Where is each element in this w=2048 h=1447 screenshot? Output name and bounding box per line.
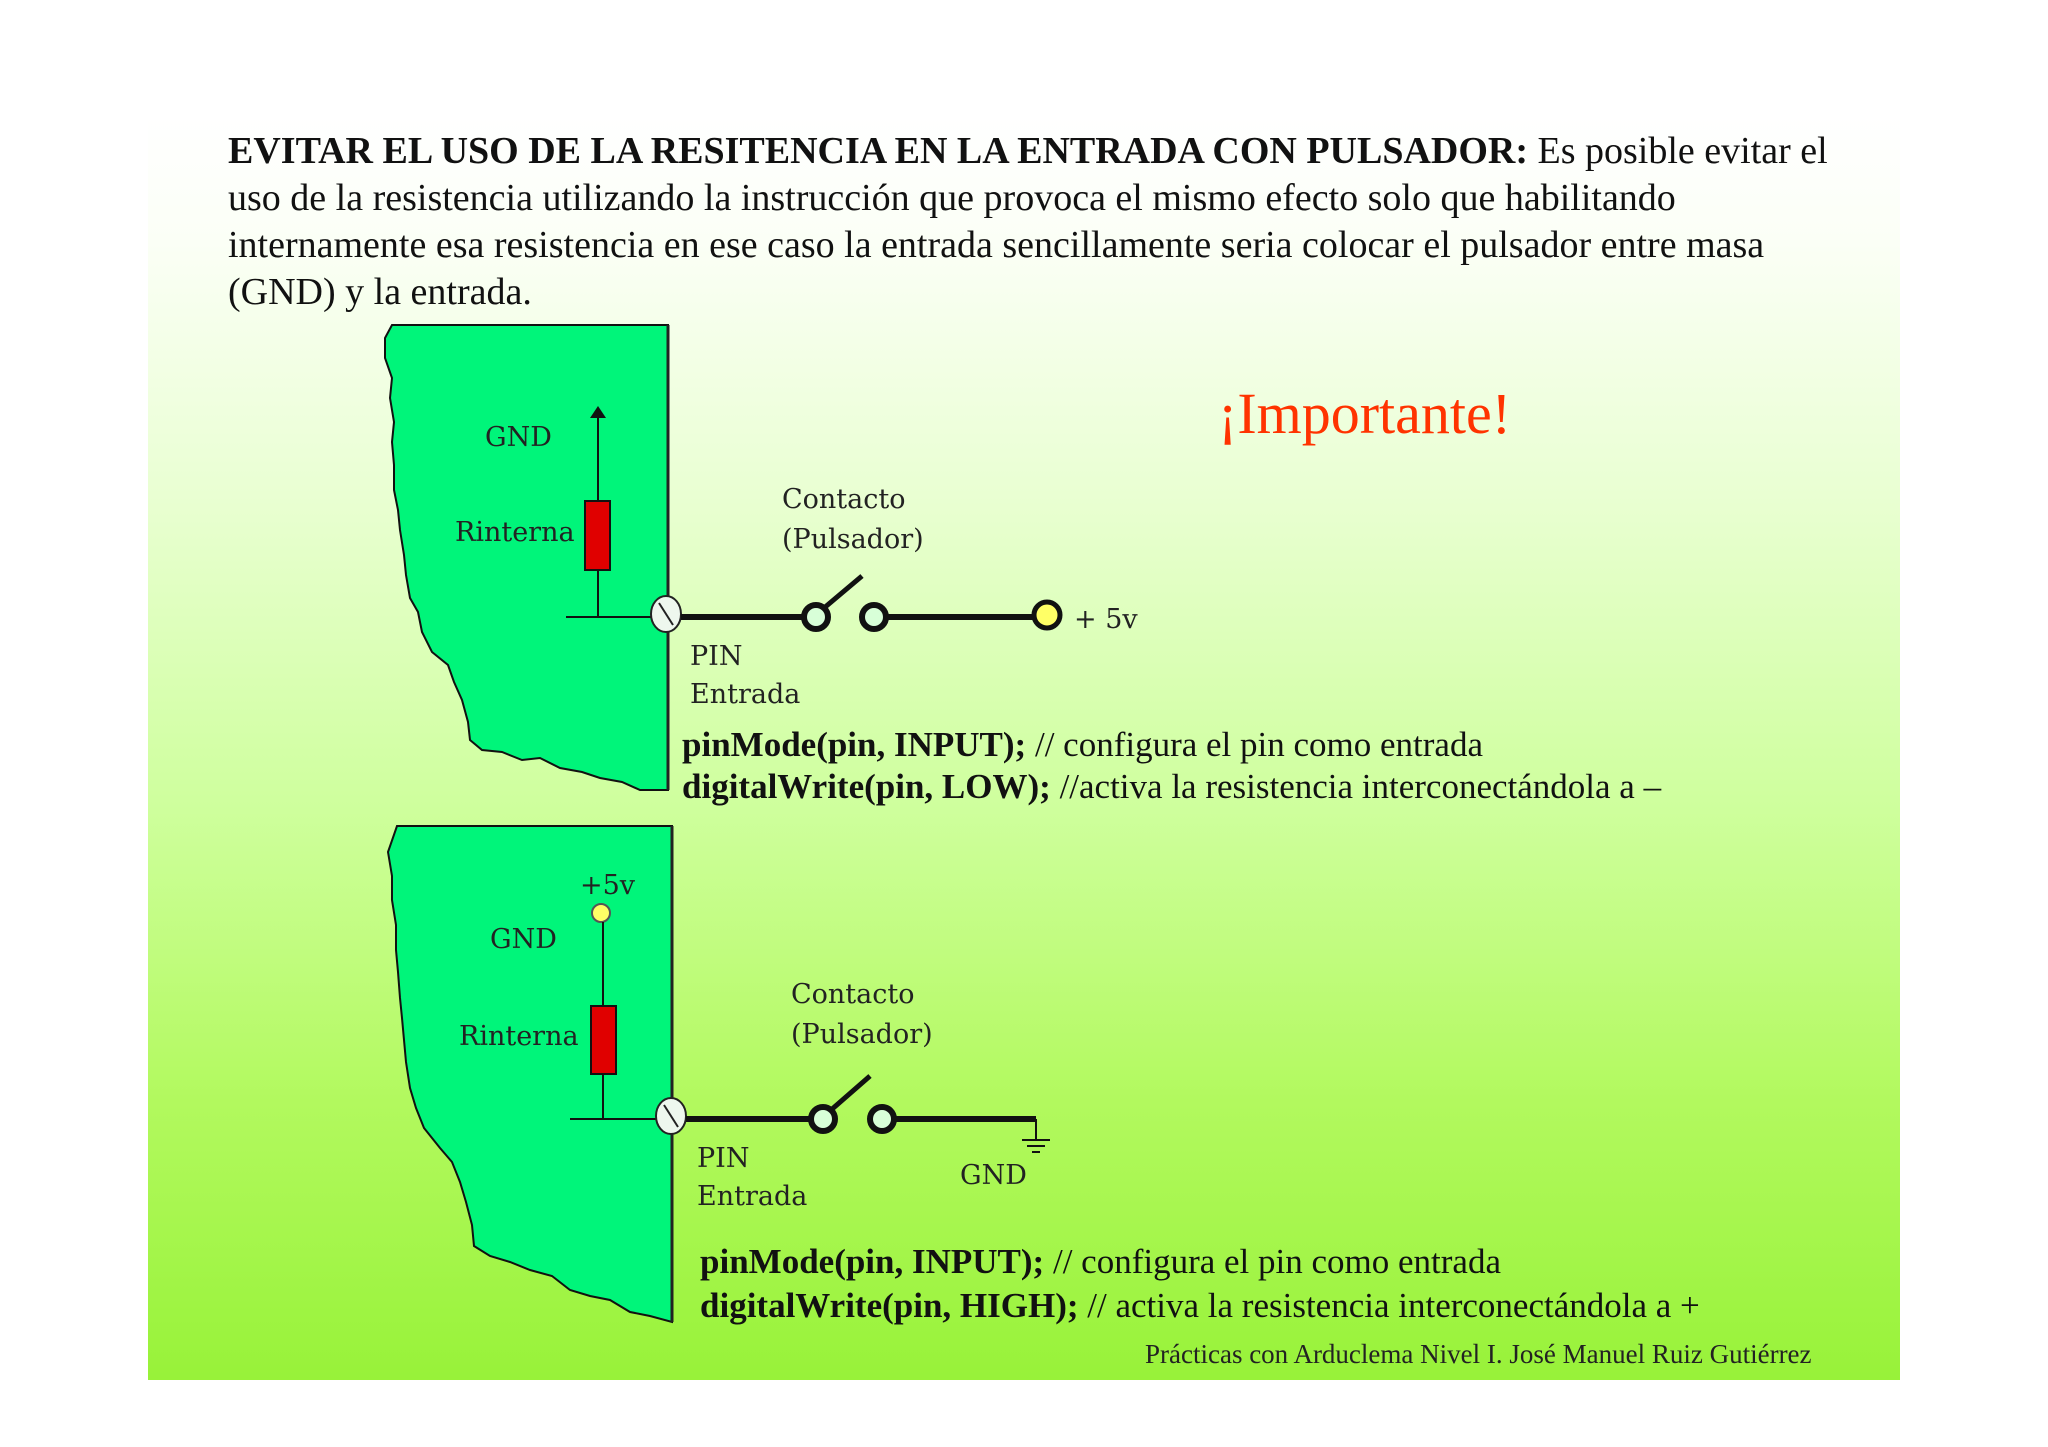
top-board-shape: [385, 325, 668, 790]
top-code-line-2: digitalWrite(pin, LOW); //activa la resistencia interconectándola a –: [682, 767, 1662, 806]
intro-text: Es posible evitar el uso de la resistencia utilizando la instrucción que provoca el mismo efecto solo que habilitando internamente esa resistencia en ese caso la entrada sencillamente seria colocar el pulsador entre masa (GND) y la entrada.: [228, 130, 1828, 313]
ground-symbol: [1022, 1119, 1050, 1152]
section-title: EVITAR EL USO DE LA RESITENCIA EN LA ENTRADA CON PULSADOR:: [228, 130, 1529, 172]
bottom-code-line-2: digitalWrite(pin, HIGH); // activa la resistencia interconectándola a +: [700, 1286, 1700, 1325]
top-pin-label-line2: Entrada: [690, 679, 801, 710]
bottom-switch-label-line2: (Pulsador): [791, 1019, 933, 1050]
bottom-switch-contact-right: [870, 1107, 894, 1131]
bottom-ground-label: GND: [960, 1160, 1027, 1191]
top-switch-label-line1: Contacto: [782, 484, 906, 515]
top-resistor: [585, 501, 610, 570]
bottom-gnd-label: GND: [490, 924, 557, 955]
top-gnd-label: GND: [485, 422, 552, 453]
top-supply-label: + 5v: [1074, 604, 1138, 635]
top-supply-terminal: [1034, 602, 1060, 628]
bottom-switch-label-line1: Contacto: [791, 979, 915, 1010]
top-resistor-label: Rinterna: [455, 517, 575, 548]
bottom-resistor: [591, 1006, 616, 1074]
footer-credit: Prácticas con Arduclema Nivel I. José Manuel Ruiz Gutiérrez: [1145, 1339, 1812, 1369]
top-switch-contact-right: [862, 605, 886, 629]
bottom-pin-label-line2: Entrada: [697, 1181, 808, 1212]
bottom-switch-contact-left: [811, 1107, 835, 1131]
top-pin-label-line1: PIN: [690, 641, 743, 672]
bottom-pin-label-line1: PIN: [697, 1143, 750, 1174]
bottom-code-line-1: pinMode(pin, INPUT); // configura el pin como entrada: [700, 1242, 1501, 1281]
top-code-line-1: pinMode(pin, INPUT); // configura el pin como entrada: [682, 725, 1483, 764]
importante-callout: ¡Importante!: [1218, 381, 1512, 446]
bottom-resistor-label: Rinterna: [459, 1021, 579, 1052]
top-circuit: [385, 325, 1060, 790]
top-switch-contact-left: [804, 605, 828, 629]
bottom-supply-dot: [592, 904, 610, 922]
top-switch-label-line2: (Pulsador): [782, 524, 924, 555]
bottom-supply-label: +5v: [580, 870, 636, 901]
